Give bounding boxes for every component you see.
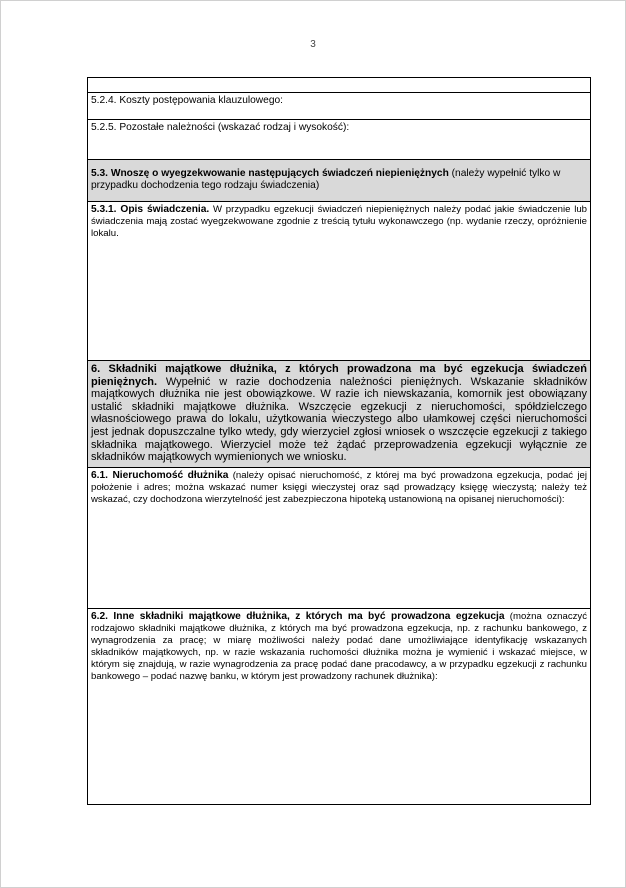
section-6-text: Wypełnić w razie dochodzenia należności pieniężnych. Wskazanie składników majątkowych dłużnika nie jest obowiązkowe. W razie ich niewskazania, komornik jest obowiązany ustalić składniki majątkowe dłużnika. Wszczęcie egzekucji z nieruchomości, spółdzielczego własnościowego prawa do lokalu, użytkowania wieczystego albo ułamkowej części nieruchomości jest jednak dopuszczalne tylko wtedy, gdy wierzyciel zgłosi wniosek o wszczęcie egzekucji z takiego składnika majątkowego. Wierzyciel może też żądać przeprowadzenia egzekucji wyłącznie ze składników majątkowych wymienionych we wniosku. — [91, 375, 587, 464]
section-5-3-note: (należy wypełnić tylko w przypadku dochodzenia tego rodzaju świadczenia) — [91, 168, 561, 191]
section-6-header — [88, 360, 590, 467]
row-5-3-1-text: W przypadku egzekucji świadczeń niepieniężnych należy podać jakie świadczenie lub świadczenia mają zostać wyegzekwowane zgodnie z treścią tytułu wykonawczego (np. wydanie rzeczy, opróżnienie lokalu. — [91, 204, 587, 239]
row-6-1-title: 6.1. Nieruchomość dłużnika — [91, 470, 229, 481]
row-5-2-4[interactable] — [88, 92, 590, 119]
row-6-2-title: 6.2. Inne składniki majątkowe dłużnika, z których ma być prowadzona egzekucja — [91, 611, 505, 622]
row-5-3-1-title: 5.3.1. Opis świadczenia. — [91, 204, 210, 215]
row-6-1-text: (należy opisać nieruchomość, z której ma być prowadzona egzekucja, podać jej położenie i adres; można wskazać numer księgi wieczystej oraz sąd prowadzący księgę wieczystą; należy też wskazać, czy dochodzona wierzytelność jest zabezpieczona hipoteką ustanowioną na opisanej nieruchomości): — [91, 470, 587, 505]
page-number: 3 — [310, 39, 316, 50]
row-5-2-4-label: 5.2.4. Koszty postępowania klauzulowego: — [91, 95, 283, 106]
section-5-3-title: 5.3. Wnoszę o wyegzekwowanie następujących świadczeń niepieniężnych — [91, 168, 449, 179]
form-table — [87, 77, 591, 805]
row-6-2-text: (można oznaczyć rodzajowo składniki majątkowe dłużnika, z których ma być prowadzona egzekucja, np. z rachunku bankowego, z wynagrodzenia za pracę; w miarę możliwości należy podać dane umożliwiające identyfikację wskazanych składników majątkowych, np. w razie wskazania ruchomości dłużnika można je wymienić i wskazać miejsce, w którym się znajdują, w razie wynagrodzenia za pracę podać dane pracodawcy, a w przypadku egzekucji z rachunku bankowego – podać nazwę banku, w którym jest prowadzony rachunek dłużnika): — [91, 611, 588, 682]
empty-top-row — [88, 78, 590, 92]
row-5-3-1[interactable] — [88, 201, 590, 360]
section-6-title: 6. Składniki majątkowe dłużnika, z których prowadzona ma być egzekucja świadczeń pieniężnych. — [91, 363, 587, 388]
row-5-2-5[interactable] — [88, 119, 590, 159]
row-6-2[interactable] — [88, 608, 590, 804]
section-5-3-header — [88, 159, 590, 201]
row-6-1[interactable] — [88, 467, 590, 608]
row-5-2-5-label: 5.2.5. Pozostałe należności (wskazać rodzaj i wysokość): — [91, 122, 350, 133]
